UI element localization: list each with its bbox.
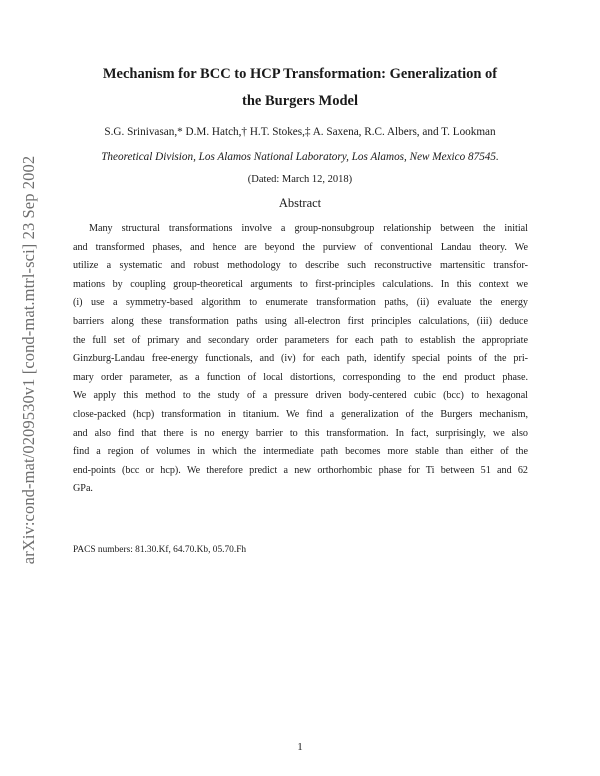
abstract-line: and also find that there is no energy barrier to this transformation. In fact, surprisingly, we also	[73, 427, 528, 439]
page-number: 1	[297, 741, 303, 753]
abstract-line: Ginzburg-Landau free-energy functionals, and (iv) for each path, identify special points of the pri-	[73, 353, 528, 365]
abstract-line: end-points (bcc or hcp). We therefore predict a new orthorhombic phase for Ti between 51 and 62	[73, 464, 528, 476]
abstract-line: find a region of volumes in which the intermediate path becomes more stable than either of the	[73, 446, 528, 458]
abstract-line: mary order parameter, as a function of local distortions, corresponding to the end product phase.	[73, 371, 528, 383]
paper-title-line-2: the Burgers Model	[242, 93, 358, 109]
pacs-numbers: PACS numbers: 81.30.Kf, 64.70.Kb, 05.70.Fh	[73, 545, 247, 555]
abstract-body	[73, 220, 528, 499]
abstract-line: GPa.	[73, 483, 93, 495]
paper-title-line-1: Mechanism for BCC to HCP Transformation: Generalization of	[102, 66, 498, 82]
abstract-line: barriers along these transformation paths using all-electron first principles calculations, (iii) deduce	[73, 315, 528, 327]
abstract-line: Many structural transformations involve a group-nonsubgroup relationship between the initial	[89, 223, 528, 234]
arxiv-id-text: arXiv:cond-mat/0209530v1 [cond-mat.mtrl-sci] 23 Sep 2002	[19, 155, 38, 565]
abstract-line: utilize a systematic and robust methodology to describe such reconstructive martensitic transfor-	[73, 260, 528, 272]
abstract-line: We apply this method to the study of a pressure driven body-centered cubic (bcc) to hexagonal	[73, 390, 528, 402]
abstract-line: close-packed (hcp) transformation in titanium. We find a generalization of the Burgers mechanism,	[73, 408, 528, 420]
abstract-heading: Abstract	[278, 196, 322, 210]
abstract-line: the full set of primary and secondary order parameters for each path to establish the appropriate	[73, 334, 528, 346]
abstract-line: and transformed phases, and hence are beyond the purview of conventional Landau theory. We	[73, 241, 528, 253]
dated-line: (Dated: March 12, 2018)	[247, 174, 353, 185]
author-list: S.G. Srinivasan,* D.M. Hatch,† H.T. Stokes,‡ A. Saxena, R.C. Albers, and T. Lookman	[104, 126, 496, 138]
affiliation: Theoretical Division, Los Alamos National Laboratory, Los Alamos, New Mexico 87545.	[101, 151, 499, 163]
abstract-line: mations by coupling group-theoretical arguments to first-principles calculations. In this context we	[73, 278, 528, 290]
abstract-line: (i) use a symmetry-based algorithm to enumerate transformation paths, (ii) evaluate the energy	[73, 297, 528, 309]
